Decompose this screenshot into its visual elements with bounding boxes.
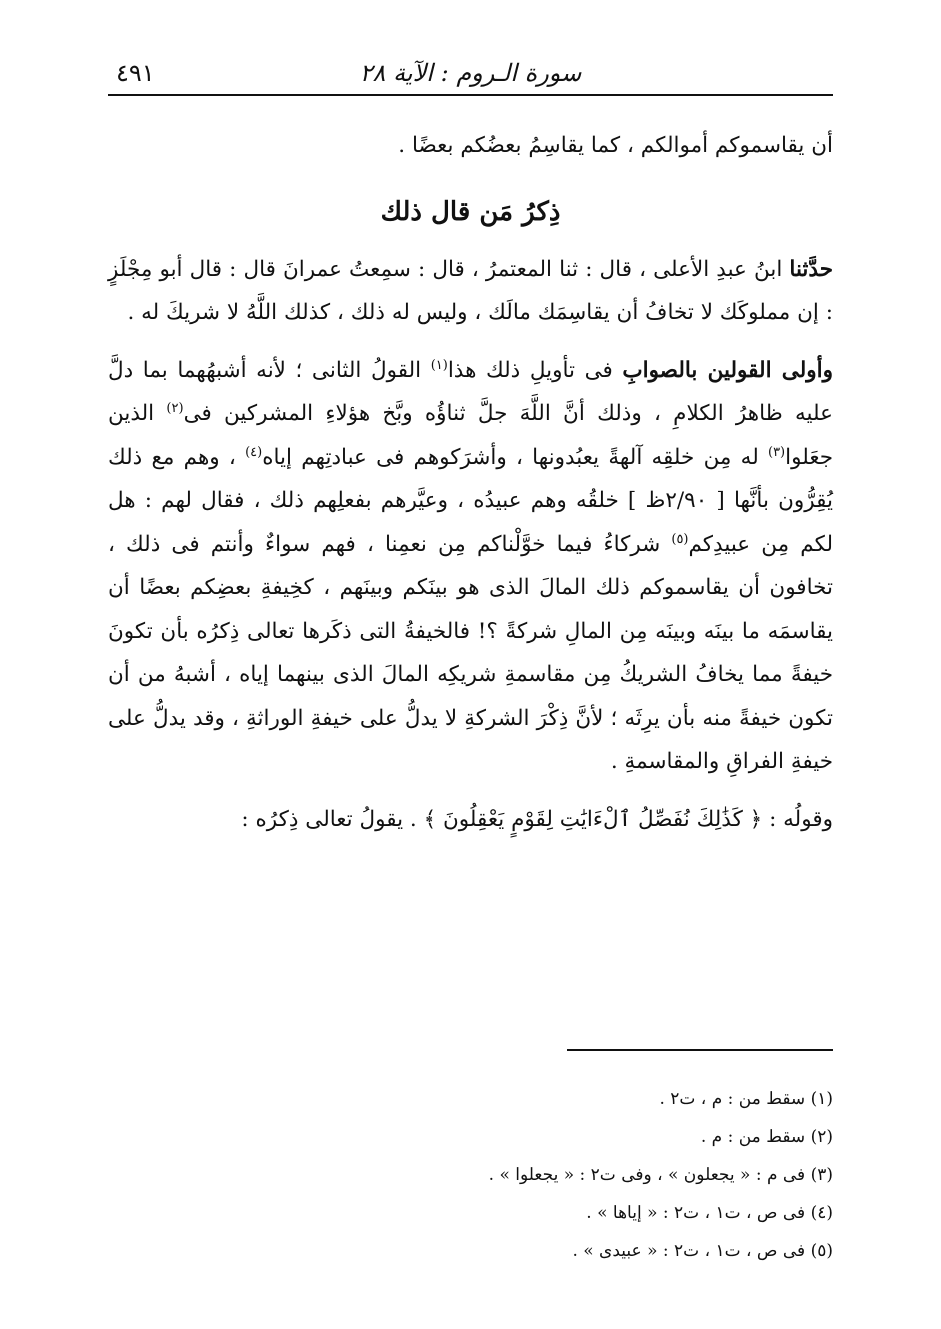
section-heading: ذِكرُ مَن قال ذلك xyxy=(380,196,561,227)
page-number: ٤٩١ xyxy=(116,59,155,87)
main-text xyxy=(108,124,833,841)
footnote-item: (٥) فى ص ، ت١ ، ت٢ : « عبيدى » . xyxy=(572,1241,833,1261)
footnote-item: (٤) فى ص ، ت١ ، ت٢ : « إياها » . xyxy=(586,1203,833,1223)
paragraph-continuation: أن يقاسموكم أموالكم ، كما يقاسِمُ بعضُكم بعضًا . xyxy=(398,133,833,158)
commentary-text-g: شركاءُ فيما خوَّلْناكم مِن نعمِنا ، فهم سواءٌ وأنتم فى ذلك ، تخافون أن يقاسموكم ذلك المالَ الذى هو بينَكم وبينَهم ، كخِيفةِ بعضِكم بعضًا أن يقاسمَه ما بينَه وبينَه مِن المالِ شركةً ؟! فالخيفةُ التى ذكَرها تعالى ذِكرُه بأن تكونَ خيفةً مما يخافُ الشريكُ مِن مقاسمةِ شريكِه المالَ الذى بينهما إياه ، أشبهُ من أن تكون خيفةً منه بأن يرِثَه ؛ لأنَّ ذِكْرَ الشركةِ لا يدلُّ على خيفةِ الوراثةِ ، وقد يدلُّ على خيفةِ الفراقِ والمقاسمةِ . xyxy=(108,531,833,774)
footnote-item: (١) سقط من : م ، ت٢ . xyxy=(659,1089,833,1109)
narration-lead: حدَّثنا xyxy=(789,256,833,282)
narration-text: ابنُ عبدِ الأعلى ، قال : ثنا المعتمرُ ، قال : سمِعتُ عمرانَ قال : قال أبو مِجْلَزٍ : إن مملوكَك لا تخافُ أن يقاسِمَك مالَك ، وليس له ذلك ، كذلك اللَّهُ لا شريكَ له . xyxy=(108,256,833,325)
footnote-item: (٢) سقط من : م . xyxy=(700,1127,833,1147)
footnote-marker-4: (٤) xyxy=(245,444,263,460)
footnote-marker-3: (٣) xyxy=(767,444,786,460)
marginal-reference: [ ٢/٩٠ظ ] xyxy=(627,488,725,513)
footnote-marker-5: (٥) xyxy=(671,531,689,547)
paragraph-narration xyxy=(108,248,833,335)
commentary-text-d: له مِن خلقِه آلهةً يعبُدونها ، وأشرَكوهم فى عبادتِهم إياه xyxy=(262,444,768,470)
running-header xyxy=(108,58,833,96)
commentary-text-a: فى تأويلِ ذلك هذا xyxy=(447,357,623,383)
commentary-lead: وأولى القولين بالصوابِ xyxy=(622,357,833,383)
commentary-text-f: خلقُه وهم عبيدُه ، وعيَّرهم بفعلِهم ذلك ، فقال لهم : هل لكم مِن عبيدِكم xyxy=(108,488,833,557)
commentary-text-e: ، وهم مع ذلك يُقِرُّون بأنَّها xyxy=(108,444,833,513)
paragraph-commentary xyxy=(108,349,833,784)
commentary-text-c: الذين جعَلوا xyxy=(108,401,833,470)
footnote-divider xyxy=(567,1049,833,1051)
surah-title: سورة الـروم : الآية ٢٨ xyxy=(359,59,582,87)
footnote-item: (٣) فى م : « يجعلون » ، وفى ت٢ : « يجعلوا » . xyxy=(488,1165,833,1185)
footnote-marker-1: (١) xyxy=(430,357,448,373)
commentary-text-b: القولُ الثانى ؛ لأنه أشبهُهما بما دلَّ عليه ظاهرُ الكلامِ ، وذلك أنَّ اللَّهَ جلَّ ثناؤُه وبَّخ هؤلاءِ المشركين فى xyxy=(108,357,833,426)
footnote-marker-2: (٢) xyxy=(166,400,184,416)
paragraph-verse: وقولُه : ﴿ كَذَٰلِكَ نُفَصِّلُ ٱلْءَايَٰتِ لِقَوْمٍ يَعْقِلُونَ ﴾ . يقولُ تعالى ذِكرُه : xyxy=(241,806,833,832)
footnotes xyxy=(108,1080,833,1270)
